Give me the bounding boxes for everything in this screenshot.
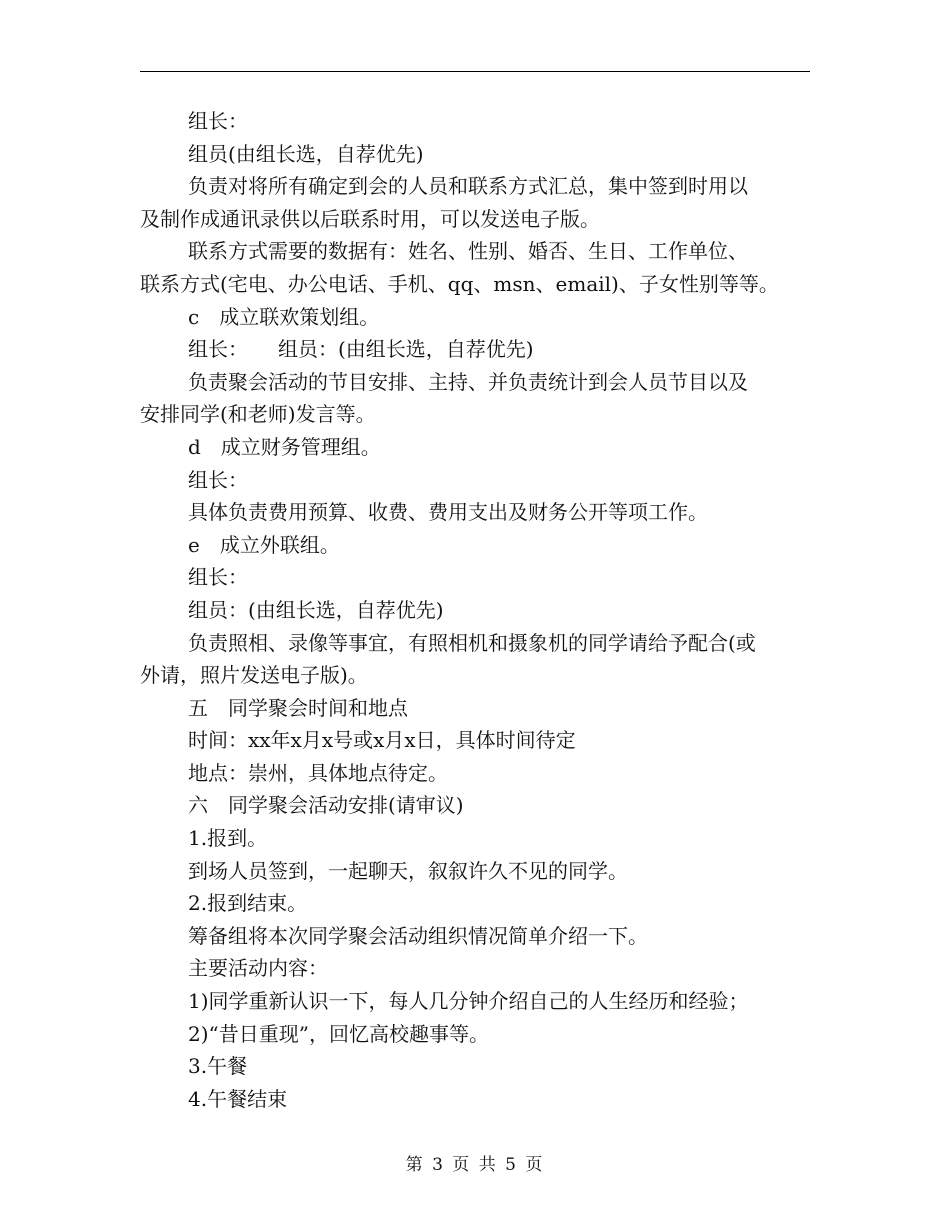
text-line: 五 同学聚会时间和地点 xyxy=(188,695,408,720)
text-line: 组员(由组长选，自荐优先) xyxy=(188,141,424,166)
text-line: 联系方式需要的数据有：姓名、性别、婚否、生日、工作单位、 xyxy=(188,239,748,264)
text-line: 筹备组将本次同学聚会活动组织情况简单介绍一下。 xyxy=(188,923,648,948)
text-line: 负责对将所有确定到会的人员和联系方式汇总，集中签到时用以 xyxy=(188,174,748,199)
text-line: 联系方式(宅电、办公电话、手机、qq、msn、email)、子女性别等等。 xyxy=(140,271,779,296)
text-line: 组员：(由组长选，自荐优先) xyxy=(188,597,444,622)
text-line: 4.午餐结束 xyxy=(188,1086,288,1111)
text-line: 组长： 组员：(由组长选，自荐优先) xyxy=(188,337,534,362)
text-line: 组长： xyxy=(188,109,248,133)
text-line: 组长： xyxy=(188,565,248,590)
text-line: 主要活动内容： xyxy=(188,956,328,981)
text-line: 及制作成通讯录供以后联系时用，可以发送电子版。 xyxy=(140,206,600,231)
header-rule xyxy=(140,71,810,72)
text-line: 六 同学聚会活动安排(请审议) xyxy=(188,793,464,818)
text-line: 2)“昔日重现”，回忆高校趣事等。 xyxy=(188,1021,489,1046)
text-line: 负责聚会活动的节目安排、主持、并负责统计到会人员节目以及 xyxy=(188,369,748,394)
text-line: 1)同学重新认识一下，每人几分钟介绍自己的人生经历和经验； xyxy=(188,989,749,1014)
text-line: 具体负责费用预算、收费、费用支出及财务公开等项工作。 xyxy=(188,500,708,525)
text-line: 2.报到结束。 xyxy=(188,891,308,916)
text-line: 到场人员签到，一起聊天，叙叙许久不见的同学。 xyxy=(188,858,628,883)
text-line: 3.午餐 xyxy=(188,1054,248,1079)
text-line: d 成立财务管理组。 xyxy=(188,434,381,459)
text-line: 外请，照片发送电子版)。 xyxy=(140,663,368,688)
text-line: 组长： xyxy=(188,467,248,492)
text-line: c 成立联欢策划组。 xyxy=(188,304,380,329)
document-body xyxy=(140,105,820,1115)
text-line: 负责照相、录像等事宜，有照相机和摄象机的同学请给予配合(或 xyxy=(188,630,756,655)
text-line: 1.报到。 xyxy=(188,826,268,851)
text-line: e 成立外联组。 xyxy=(188,532,340,557)
text-line: 安排同学(和老师)发言等。 xyxy=(140,402,376,427)
text-line: 地点：崇州，具体地点待定。 xyxy=(188,760,448,785)
text-line: 时间：xx年x月x号或x月x日，具体时间待定 xyxy=(188,728,576,753)
page-number: 第 3 页 共 5 页 xyxy=(405,1155,545,1175)
